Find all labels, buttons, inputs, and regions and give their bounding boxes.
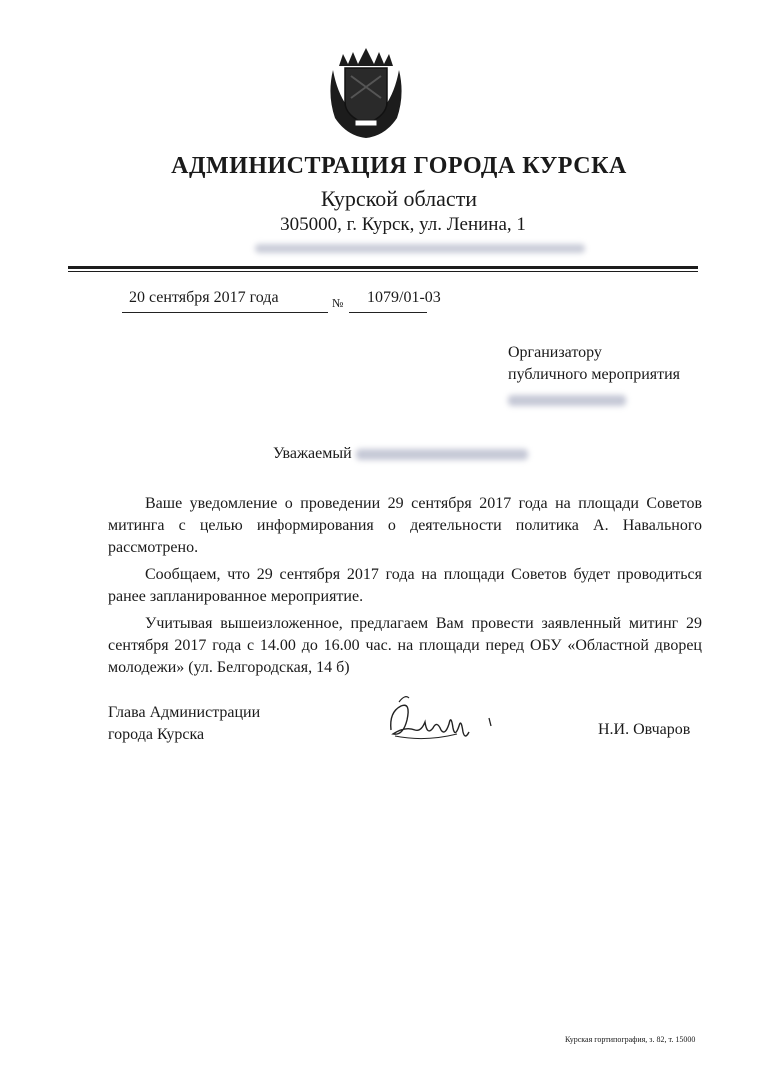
redacted-addressee xyxy=(356,449,528,460)
greeting xyxy=(273,445,528,463)
greeting-word: Уважаемый xyxy=(273,445,352,462)
recipient-block xyxy=(508,342,680,413)
organization-address: 305000, г. Курск, ул. Ленина, 1 xyxy=(280,214,526,235)
document-date-field xyxy=(122,288,328,313)
body-paragraph-1: Ваше уведомление о проведении 29 сентября 2017 года на площади Советов митинга с целью информирования о деятельности политика А. Навального рассмотрено. xyxy=(108,495,702,556)
redacted-recipient-name xyxy=(508,395,626,406)
signatory-name: Н.И. Овчаров xyxy=(598,721,691,738)
coat-of-arms-icon xyxy=(325,40,407,140)
organization-name: АДМИНИСТРАЦИЯ ГОРОДА КУРСКА xyxy=(171,153,627,179)
signatory-title-line-1: Глава Администрации xyxy=(108,704,261,721)
printer-imprint: Курская гортипография, з. 82, т. 15000 xyxy=(565,1035,696,1044)
header-divider-thin xyxy=(68,271,698,272)
header-divider xyxy=(68,266,698,269)
document-number: 1079/01-03 xyxy=(367,289,441,306)
handwritten-signature xyxy=(385,692,495,746)
recipient-line-2: публичного мероприятия xyxy=(508,366,681,383)
letter-body xyxy=(108,493,702,684)
body-paragraph-2: Сообщаем, что 29 сентября 2017 года на площади Советов будет проводиться ранее запланированное мероприятие. xyxy=(108,566,702,605)
body-paragraph-3: Учитывая вышеизложенное, предлагаем Вам провести заявленный митинг 29 сентября 2017 года с 14.00 до 16.00 час. на площади перед ОБУ «Областной дворец молодежи» (ул. Белгородская, 14 б) xyxy=(108,615,702,676)
redacted-contacts xyxy=(255,244,585,253)
number-sign: № xyxy=(332,296,344,310)
signatory-title xyxy=(108,702,260,746)
document-date: 20 сентября 2017 года xyxy=(129,289,279,306)
organization-region: Курской области xyxy=(320,186,478,211)
document-number-field xyxy=(349,288,441,313)
recipient-line-1: Организатору xyxy=(508,344,602,361)
signatory-title-line-2: города Курска xyxy=(108,726,205,743)
